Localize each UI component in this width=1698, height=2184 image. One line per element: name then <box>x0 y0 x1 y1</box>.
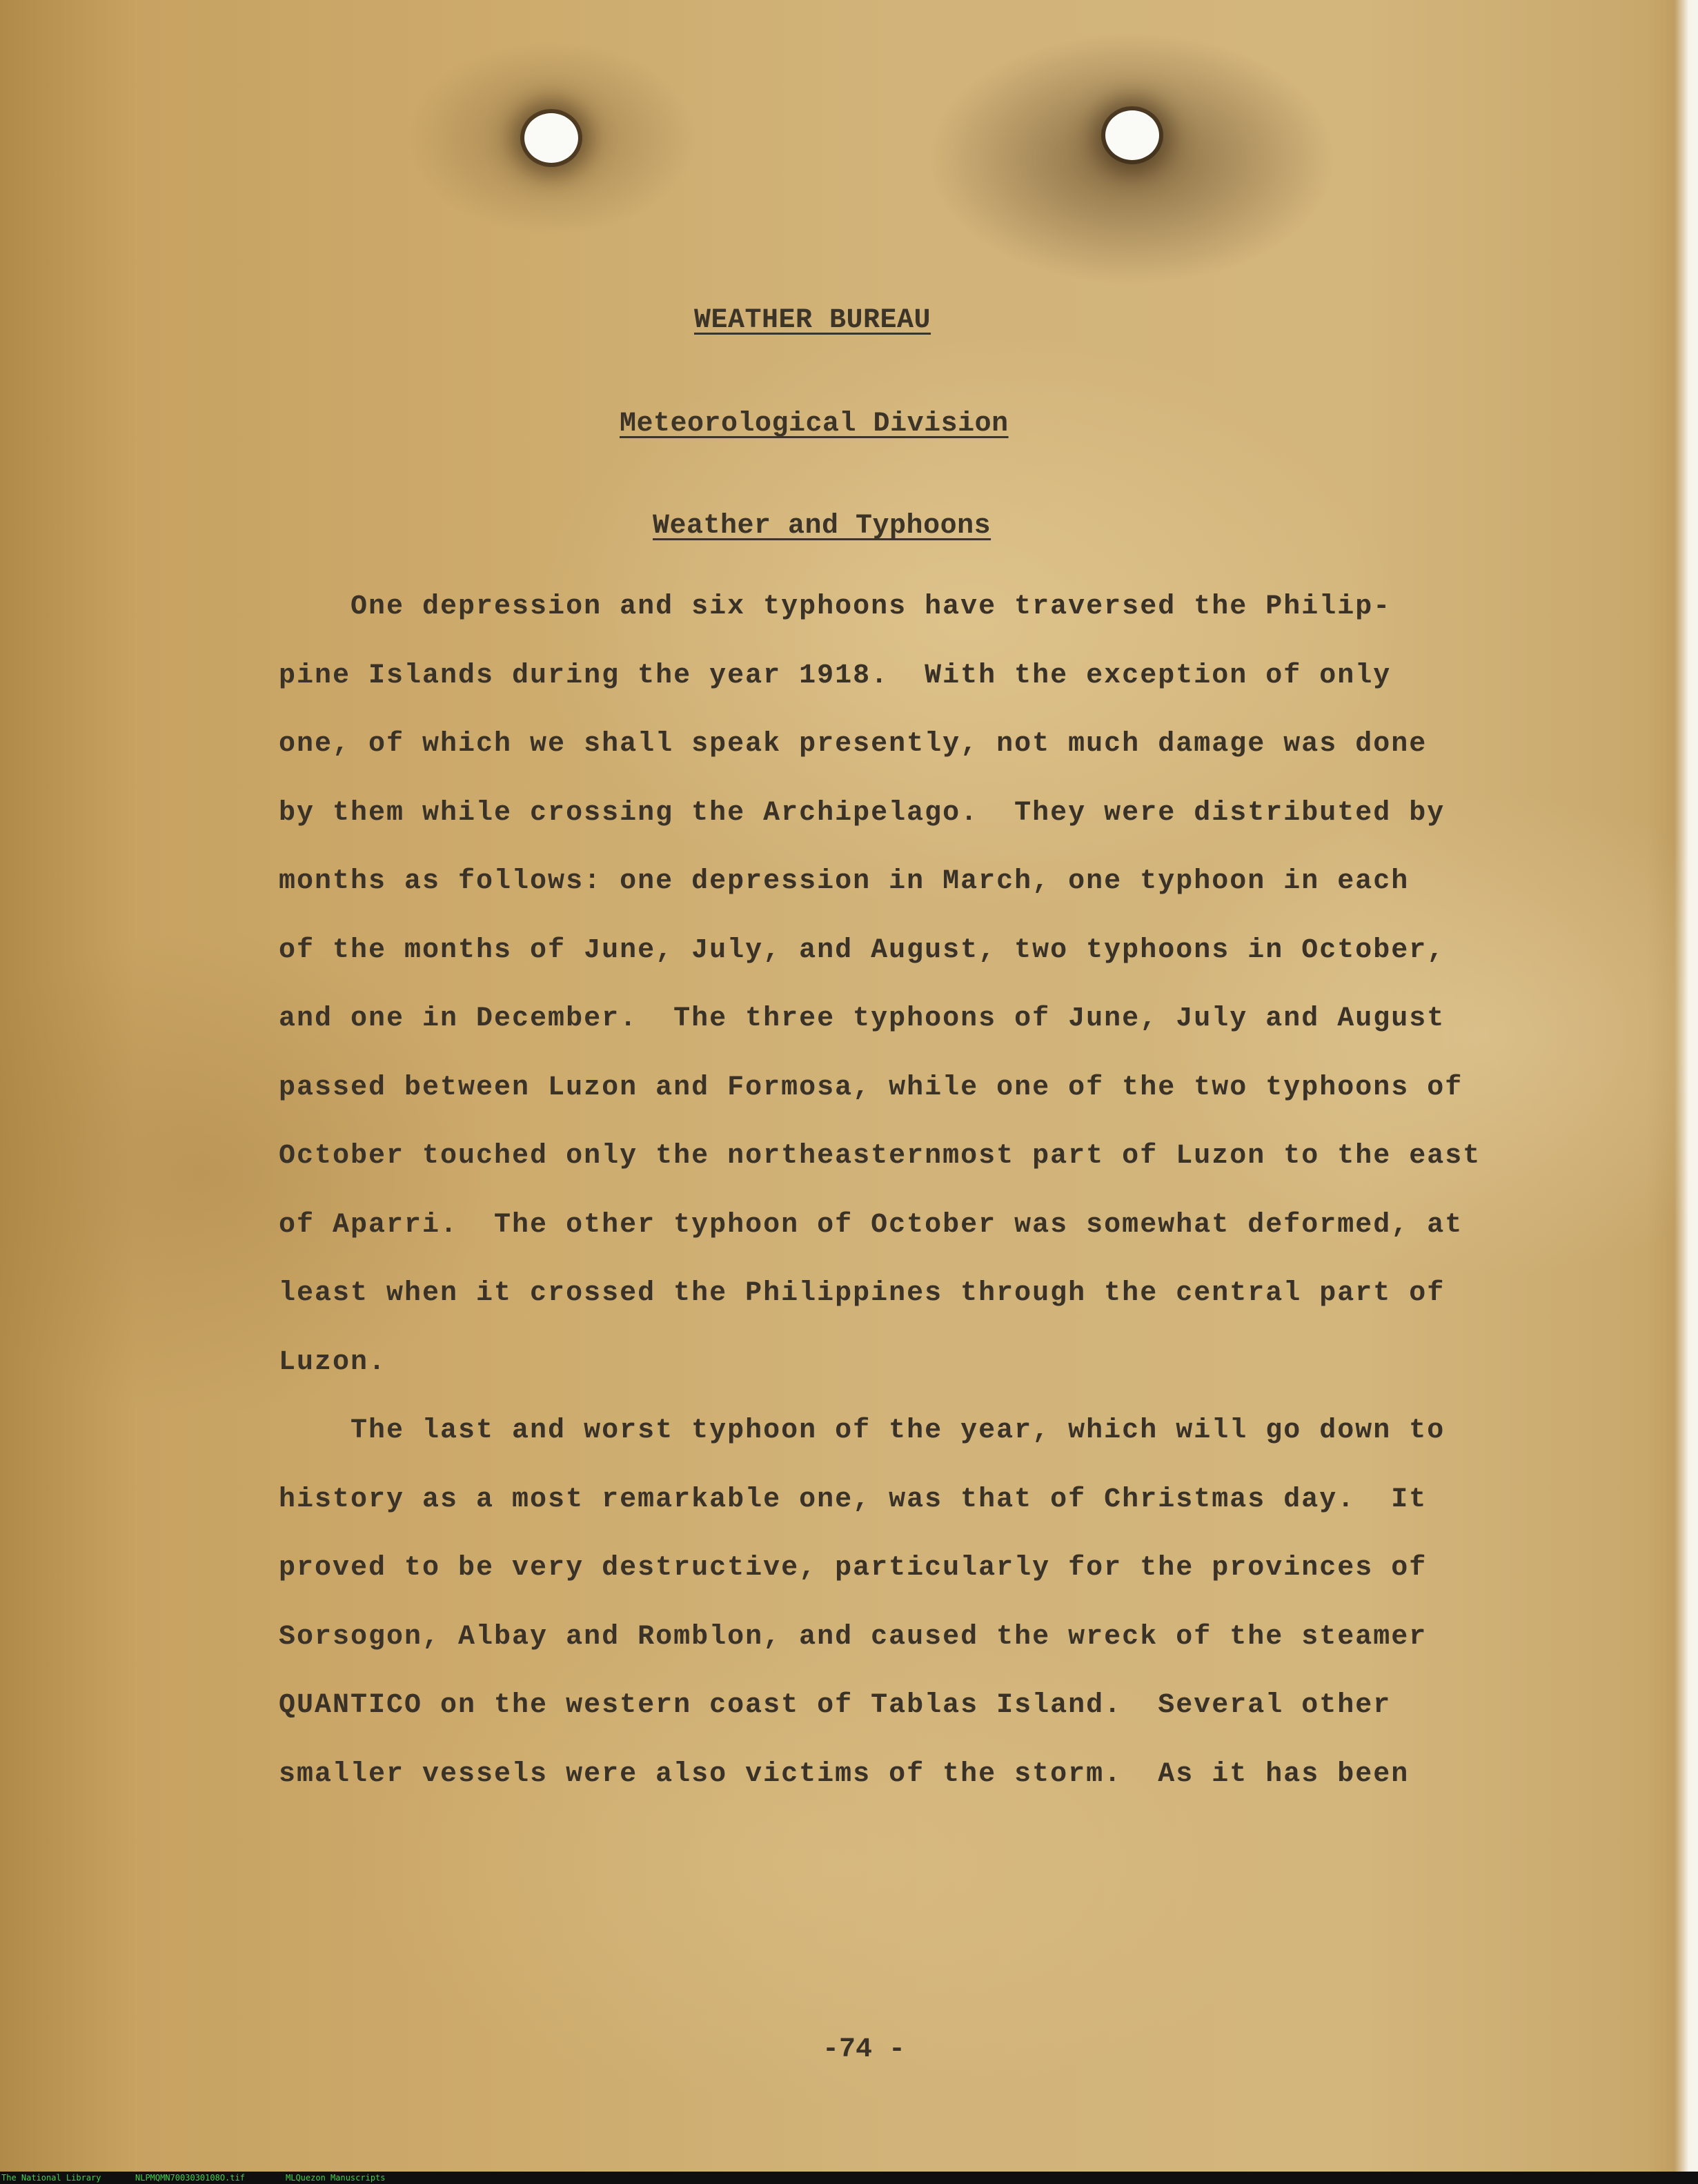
page-number: -74 - <box>822 2034 906 2065</box>
text-line: One depression and six typhoons have traversed the Philip- <box>279 591 1392 622</box>
text-line: October touched only the northeasternmost part of Luzon to the east <box>279 1141 1481 1172</box>
text-line: and one in December. The three typhoons of June, July and August <box>279 1003 1445 1034</box>
text-line: Luzon. <box>279 1346 387 1378</box>
text-line: smaller vessels were also victims of the storm. As it has been <box>279 1758 1410 1790</box>
text-line: pine Islands during the year 1918. With the exception of only <box>279 660 1392 691</box>
text-line: QUANTICO on the western coast of Tablas Island. Several other <box>279 1690 1392 1721</box>
punch-hole-left <box>524 113 578 163</box>
scan-footer <box>0 2172 1698 2184</box>
body-text <box>279 573 1481 1809</box>
section-heading: Weather and Typhoons <box>653 511 991 542</box>
text-line: by them while crossing the Archipelago. They were distributed by <box>279 797 1445 829</box>
text-line: proved to be very destructive, particularly for the provinces of <box>279 1553 1428 1584</box>
footer-filename: NLPMQMN7003030108O.tif <box>135 2173 245 2183</box>
bureau-heading: WEATHER BUREAU <box>694 305 931 336</box>
footer-collection: MLQuezon Manuscripts <box>286 2173 386 2183</box>
text-line: months as follows: one depression in March, one typhoon in each <box>279 866 1410 897</box>
text-line: The last and worst typhoon of the year, which will go down to <box>279 1415 1445 1446</box>
text-line: Sorsogon, Albay and Romblon, and caused the wreck of the steamer <box>279 1621 1428 1653</box>
text-line: least when it crossed the Philippines through the central part of <box>279 1278 1445 1309</box>
division-heading: Meteorological Division <box>620 409 1009 440</box>
text-line: of Aparri. The other typhoon of October was somewhat deformed, at <box>279 1209 1463 1241</box>
paragraph-1 <box>279 573 1481 1397</box>
paragraph-2 <box>279 1397 1465 1809</box>
punch-hole-right <box>1105 110 1159 160</box>
footer-library: The National Library <box>1 2173 101 2183</box>
text-line: passed between Luzon and Formosa, while one of the two typhoons of <box>279 1072 1463 1103</box>
text-line: history as a most remarkable one, was that of Christmas day. It <box>279 1484 1428 1515</box>
text-line: one, of which we shall speak presently, not much damage was done <box>279 729 1428 760</box>
text-line: of the months of June, July, and August, two typhoons in October, <box>279 934 1445 966</box>
